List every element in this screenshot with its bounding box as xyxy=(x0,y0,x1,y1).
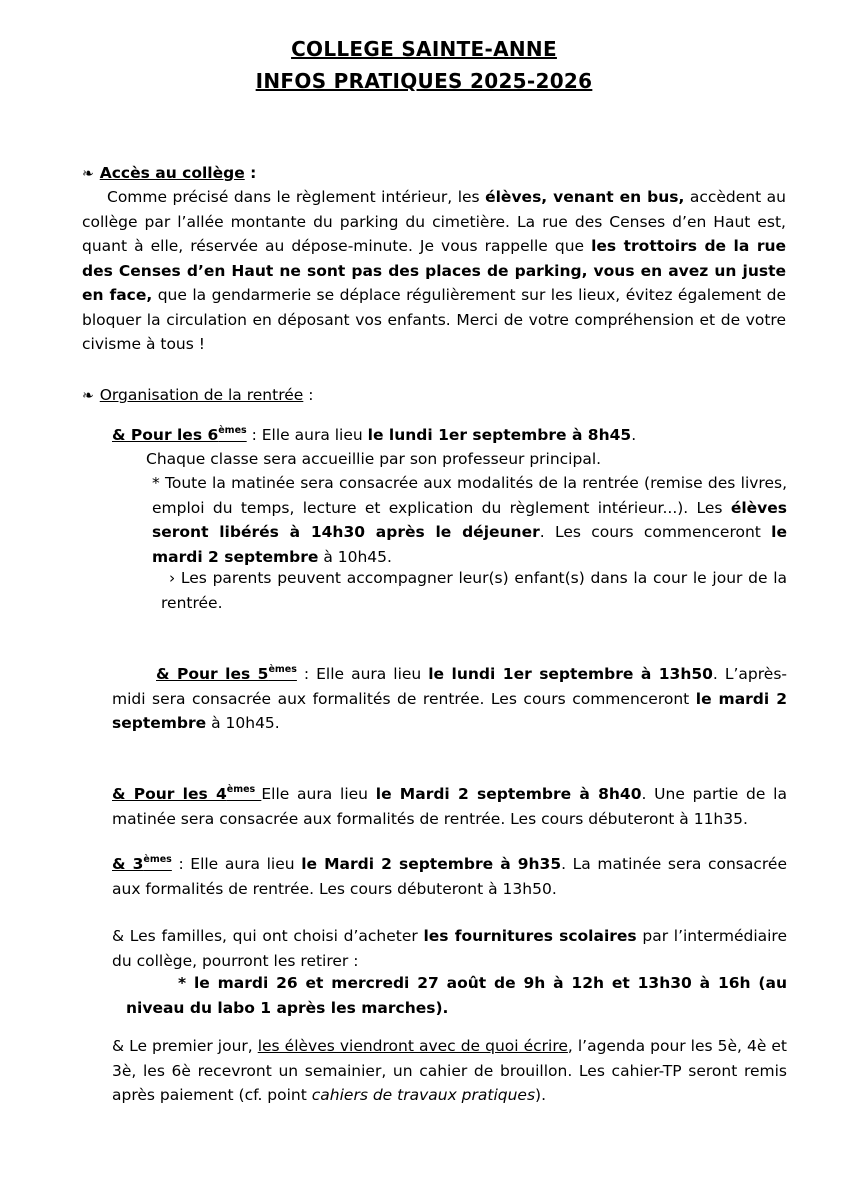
fournitures-paragraph: & Les familles, qui ont choisi d’acheter les fournitures scolaires par l’intermédiaire du collège, pourront les retirer : xyxy=(112,927,787,970)
document-title-line2: INFOS PRATIQUES 2025-2026 xyxy=(255,69,593,93)
quatriemes-paragraph: & Pour les 4èmes Elle aura lieu le Mardi 2 septembre à 8h40. Une partie de la matinée sera consacrée aux formalités de rentrée. Les cours débuteront à 11h35. xyxy=(112,783,787,828)
document-title-line1: COLLEGE SAINTE-ANNE xyxy=(291,37,557,61)
premier-jour-paragraph: & Le premier jour, les élèves viendront avec de quoi écrire, l’agenda pour les 5è, 4è et 3è, les 6è recevront un semainier, un cahier de brouillon. Les cahier-TP seront remis après paiement (cf. point cahiers de travaux pratiques). xyxy=(112,1037,788,1104)
section-heading-label: Organisation de la rentrée xyxy=(99,386,304,404)
leaf-bullet-icon: ❧ xyxy=(82,166,94,182)
paragraph-acces: Comme précisé dans le règlement intérieur, les élèves, venant en bus, accèdent au collège par l’allée montante du parking du cimetière. La rue des Censes d’en Haut est, quant à elle, réservée au dépose-minute. Je vous rappelle que les trottoirs de la rue des Censes d’en Haut ne sont pas des places de parking, vous en avez un juste en face, que la gendarmerie se déplace régulièrement sur les lieux, évitez également de bloquer la circulation en déposant vos enfants. Merci de votre compréhension et de votre civisme à tous ! xyxy=(82,188,787,353)
troisiemes-paragraph: & 3èmes : Elle aura lieu le Mardi 2 septembre à 9h35. La matinée sera consacrée aux formalités de rentrée. Les cours débuteront à 13h50. xyxy=(112,853,787,898)
section-heading-acces: ❧ Accès au collège : xyxy=(82,164,257,182)
fournitures-dates: * le mardi 26 et mercredi 27 août de 9h à 12h et 13h30 à 16h (au niveau du labo 1 après les marches). xyxy=(126,974,787,1017)
sixiemes-accueil: Chaque classe sera accueillie par son professeur principal. xyxy=(146,450,602,468)
section-heading-label: Accès au collège xyxy=(99,164,245,182)
sixiemes-modalites: * Toute la matinée sera consacrée aux modalités de la rentrée (remise des livres, emploi du temps, lecture et explication du règlement intérieur...). Les élèves seront libérés à 14h30 après le déjeuner. Les cours commenceront le mardi 2 septembre à 10h45. xyxy=(152,474,787,566)
cinquiemes-paragraph: & Pour les 5èmes : Elle aura lieu le lundi 1er septembre à 13h50. L’après-midi sera consacrée aux formalités de rentrée. Les cours commenceront le mardi 2 septembre à 10h45. xyxy=(112,663,787,732)
leaf-bullet-icon: ❧ xyxy=(82,388,94,404)
sixiemes-intro: & Pour les 6èmes : Elle aura lieu le lundi 1er septembre à 8h45. xyxy=(112,424,637,444)
sixiemes-parents: › Les parents peuvent accompagner leur(s) enfant(s) dans la cour le jour de la rentrée. xyxy=(161,569,787,612)
section-heading-organisation: ❧ Organisation de la rentrée : xyxy=(82,386,314,404)
